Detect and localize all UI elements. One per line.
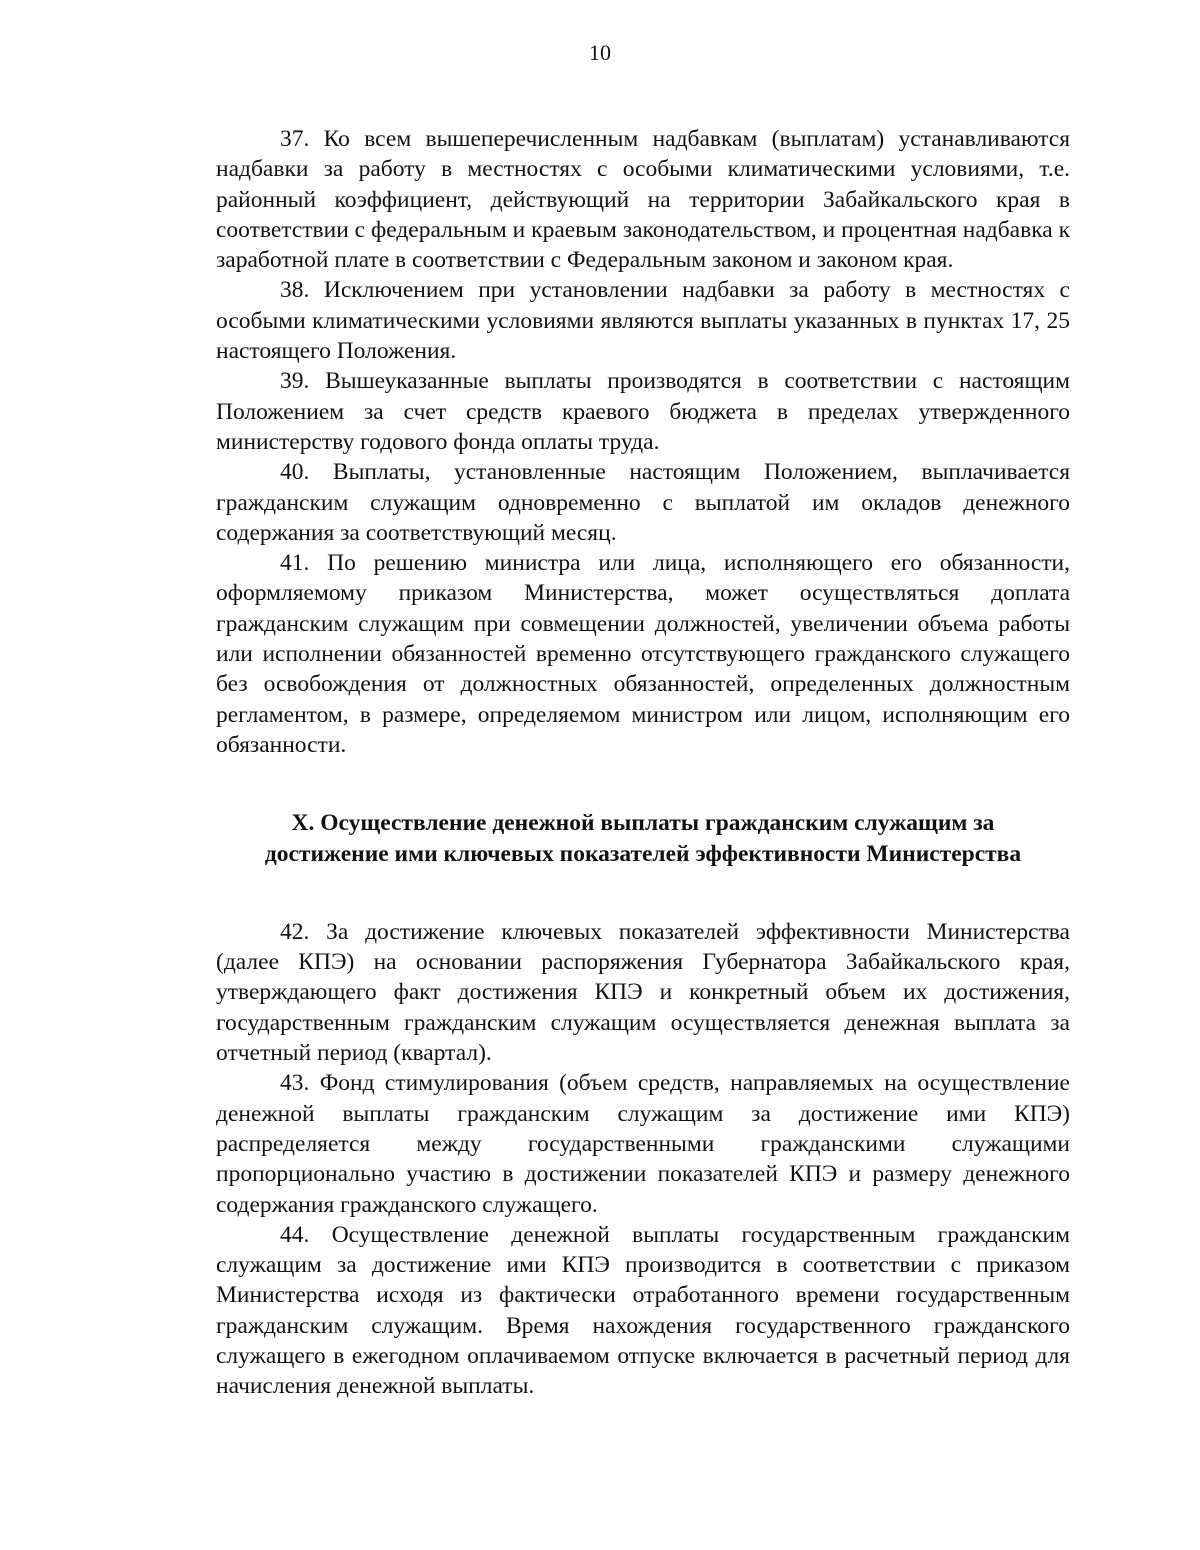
section-heading-line-1: X. Осуществление денежной выплаты гражданским служащим за bbox=[291, 810, 995, 837]
page-number: 10 bbox=[589, 40, 611, 65]
paragraph-39: 39. Вышеуказанные выплаты производятся в соответствии с настоящим Положением за счет средств краевого бюджета в пределах утвержденного министерству годового фонда оплаты труда. bbox=[216, 368, 1070, 455]
section-heading bbox=[216, 808, 1070, 869]
paragraph-38: 38. Исключением при установлении надбавки за работу в местностях с особыми климатическими условиями являются выплаты указанных в пунктах 17, 25 настоящего Положения. bbox=[216, 277, 1070, 365]
paragraph-43: 43. Фонд стимулирования (объем средств, направляемых на осуществление денежной выплаты гражданским служащим за достижение ими КПЭ) распределяется между государственными гражданскими служащими пропорционально участию в достижении показателей КПЭ и размеру денежного содержания гражданского служащего. bbox=[216, 1070, 1070, 1218]
section-heading-line-2: достижение ими ключевых показателей эффективности Министерства bbox=[264, 840, 1022, 867]
document-body bbox=[216, 124, 1070, 1402]
paragraph-42: 42. За достижение ключевых показателей эффективности Министерства (далее КПЭ) на основании распоряжения Губернатора Забайкальского края, утверждающего факт достижения КПЭ и конкретный объем их достижения, государственным гражданским служащим осуществляется денежная выплата за отчетный период (квартал). bbox=[216, 918, 1070, 1067]
paragraph-37: 37. Ко всем вышеперечисленным надбавкам (выплатам) устанавливаются надбавки за работу в местностях с особыми климатическими условиями, т.е. районный коэффициент, действующий на территории Забайкальского края в соответствии с федеральным и краевым законодательством, и процентная надбавка к заработной плате в соответствии с Федеральным законом и законом края. bbox=[216, 126, 1070, 274]
paragraph-41: 41. По решению министра или лица, исполняющего его обязанности, оформляемому приказом Министерства, может осуществляться доплата гражданским служащим при совмещении должностей, увеличении объема работы или исполнении обязанностей временно отсутствующего гражданского служащего без освобождения от должностных обязанностей, определенных должностным регламентом, в размере, определяемом министром или лицом, исполняющим его обязанности. bbox=[216, 550, 1070, 758]
paragraph-40: 40. Выплаты, установленные настоящим Положением, выплачивается гражданским служащим одновременно с выплатой им окладов денежного содержания за соответствующий месяц. bbox=[216, 459, 1070, 546]
paragraph-44: 44. Осуществление денежной выплаты государственным гражданским служащим за достижение ими КПЭ производится в соответствии с приказом Министерства исходя из фактически отработанного времени государственным гражданским служащим. Время нахождения государственного гражданского служащего в ежегодном оплачиваемом отпуске включается в расчетный период для начисления денежной выплаты. bbox=[216, 1221, 1070, 1400]
